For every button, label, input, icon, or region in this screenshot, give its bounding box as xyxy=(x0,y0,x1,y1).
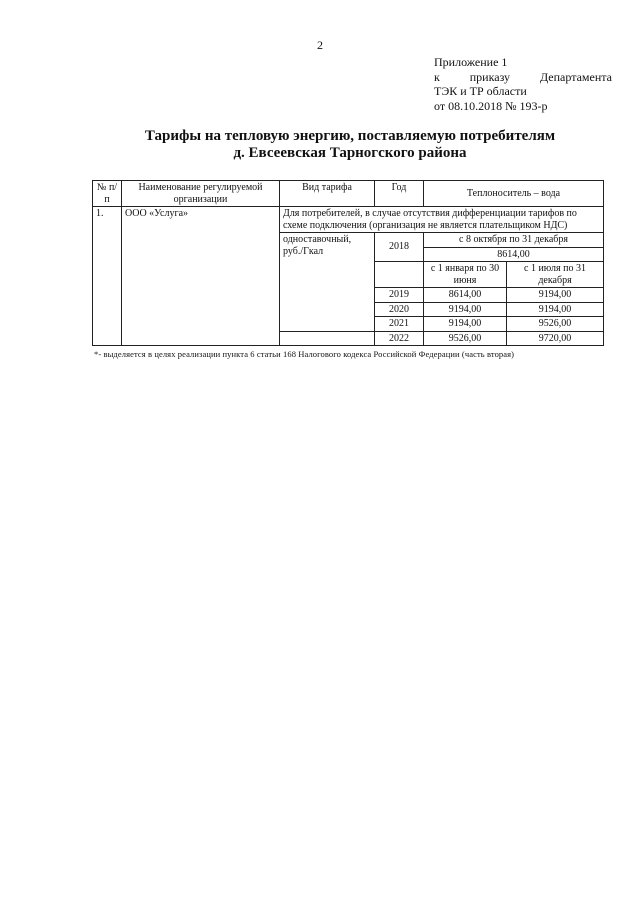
row-num: 1. xyxy=(93,207,122,346)
tariff-table xyxy=(92,180,604,346)
row-2021-h1: 9194,00 xyxy=(424,317,507,332)
row-year-2022: 2022 xyxy=(375,331,424,346)
title-line-1: Тарифы на тепловую энергию, поставляемую потребителям xyxy=(144,128,556,144)
row-org: ООО «Услуга» xyxy=(122,207,280,346)
header-tariff-type: Вид тарифа xyxy=(280,181,375,207)
appendix-line-1: Приложение 1 xyxy=(434,55,508,69)
row-year-2021: 2021 xyxy=(375,317,424,332)
appendix-line-4: от 08.10.2018 № 193-р xyxy=(434,98,548,113)
row-2022-h2: 9720,00 xyxy=(507,331,604,346)
page-number: 2 xyxy=(317,38,323,52)
row-year-2018: 2018 xyxy=(375,233,424,262)
title-line-2: д. Евсеевская Тарногского района xyxy=(233,145,467,161)
appendix-word-order: приказу xyxy=(469,69,511,84)
table-header-row xyxy=(93,181,604,207)
row-2020-h1: 9194,00 xyxy=(424,302,507,317)
row-2021-h2: 9526,00 xyxy=(507,317,604,332)
row-2022-h1: 9526,00 xyxy=(424,331,507,346)
row-tariff-kind-tail xyxy=(280,331,375,346)
row-tariff-kind: одноставочный, руб./Гкал xyxy=(280,233,375,332)
row-periods-empty xyxy=(375,262,424,288)
table-row-note xyxy=(93,207,604,233)
header-carrier: Теплоноситель – вода xyxy=(424,181,604,207)
appendix-word-department: Департамента xyxy=(539,69,612,84)
header-num: № п/п xyxy=(93,181,122,207)
row-year-2019: 2019 xyxy=(375,288,424,303)
row-2019-h2: 9194,00 xyxy=(507,288,604,303)
appendix-line-2 xyxy=(434,70,612,85)
header-year: Год xyxy=(375,181,424,207)
row-period-h1: с 1 января по 30 июня xyxy=(424,262,507,288)
row-year-2020: 2020 xyxy=(375,302,424,317)
row-2020-h2: 9194,00 xyxy=(507,302,604,317)
row-period-2018: с 8 октября по 31 декабря xyxy=(424,233,604,248)
row-value-2018: 8614,00 xyxy=(424,247,604,262)
appendix-line-3: ТЭК и ТР области xyxy=(434,84,527,98)
document-title xyxy=(0,128,640,162)
appendix-block xyxy=(434,55,612,113)
row-period-h2: с 1 июля по 31 декабря xyxy=(507,262,604,288)
appendix-word-k: к xyxy=(434,69,440,84)
row-2019-h1: 8614,00 xyxy=(424,288,507,303)
footnote: *- выделяется в целях реализации пункта 6 статьи 168 Налогового кодекса Российской Федерации (часть вторая) xyxy=(94,349,515,359)
header-org: Наименование регулируемой организации xyxy=(122,181,280,207)
row-consumers-note: Для потребителей, в случае отсутствия дифференциации тарифов по схеме подключения (организация не является плательщиком НДС) xyxy=(280,207,604,233)
